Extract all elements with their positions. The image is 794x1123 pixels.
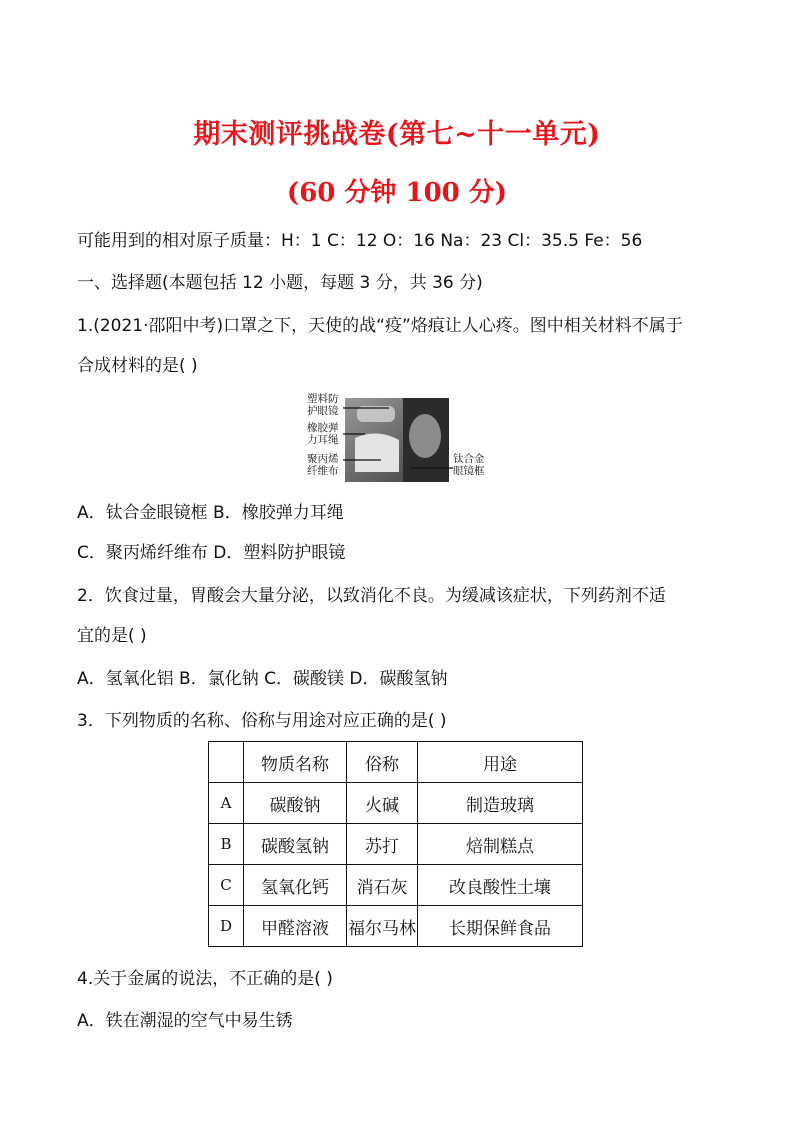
label-cloth-1: 聚丙烯 [307, 453, 339, 465]
table-cell: D [209, 906, 244, 947]
q1-options-line2: C．聚丙烯纤维布 D．塑料防护眼镜 [77, 543, 346, 563]
q2-stem-line2: 宜的是( ) [77, 626, 147, 646]
table-row [209, 783, 583, 824]
table-cell: 碳酸钠 [244, 783, 347, 824]
table-cell: 福尔马林 [347, 906, 418, 947]
mask-photo [307, 392, 495, 484]
table-cell: 改良酸性土壤 [418, 865, 583, 906]
q1-options-line1: A．钛合金眼镜框 B．橡胶弹力耳绳 [77, 503, 344, 523]
table-cell: 制造玻璃 [418, 783, 583, 824]
section-heading: 一、选择题(本题包括 12 小题，每题 3 分，共 36 分) [77, 273, 483, 293]
table-row [209, 824, 583, 865]
page-title: 期末测评挑战卷(第七~十一单元) [193, 119, 601, 150]
label-goggles-1: 塑料防 [307, 393, 339, 405]
q2-stem-line1: 2．饮食过量，胃酸会大量分泌，以致消化不良。为缓减该症状，下列药剂不适 [77, 586, 666, 606]
table-cell: C [209, 865, 244, 906]
q2-options: A．氢氧化铝 B．氯化钠 C．碳酸镁 D．碳酸氢钠 [77, 669, 448, 689]
table-row [209, 865, 583, 906]
table-cell: 甲醛溶液 [244, 906, 347, 947]
photo-mask [355, 433, 399, 472]
table-header-cell: 物质名称 [244, 742, 347, 783]
table-header-row [209, 742, 583, 783]
q3-table [208, 741, 583, 947]
q1-stem-line2: 合成材料的是( ) [77, 356, 198, 376]
label-rope-2: 力耳绳 [307, 434, 339, 446]
label-frame-2: 眼镜框 [453, 465, 485, 477]
q4-stem: 4.关于金属的说法，不正确的是( ) [77, 969, 333, 989]
q3-stem: 3．下列物质的名称、俗称与用途对应正确的是( ) [77, 711, 447, 731]
table-header-cell: 俗称 [347, 742, 418, 783]
label-rope-1: 橡胶弹 [307, 422, 339, 434]
table-cell: B [209, 824, 244, 865]
table-cell: 消石灰 [347, 865, 418, 906]
table-header-cell [209, 742, 244, 783]
label-cloth-2: 纤维布 [307, 465, 339, 477]
table-cell: 焙制糕点 [418, 824, 583, 865]
table-row [209, 906, 583, 947]
table-cell: 长期保鲜食品 [418, 906, 583, 947]
q1-stem-line1: 1.(2021·邵阳中考)口罩之下，天使的战“疫”烙痕让人心疼。图中相关材料不属于 [77, 316, 683, 336]
table-cell: 氢氧化钙 [244, 865, 347, 906]
photo-face [409, 414, 441, 458]
table-cell: 火碱 [347, 783, 418, 824]
table-header-cell: 用途 [418, 742, 583, 783]
q4-option-a: A．铁在潮湿的空气中易生锈 [77, 1011, 293, 1031]
atomic-mass-line: 可能用到的相对原子质量：H：1 C：12 O：16 Na：23 Cl：35.5 Fe：56 [77, 231, 643, 251]
label-goggles-2: 护眼镜 [307, 405, 339, 417]
table-cell: 碳酸氢钠 [244, 824, 347, 865]
label-frame-1: 钛合金 [453, 453, 485, 465]
table-cell: 苏打 [347, 824, 418, 865]
table-cell: A [209, 783, 244, 824]
page-subtitle: (60 分钟 100 分) [286, 178, 508, 208]
